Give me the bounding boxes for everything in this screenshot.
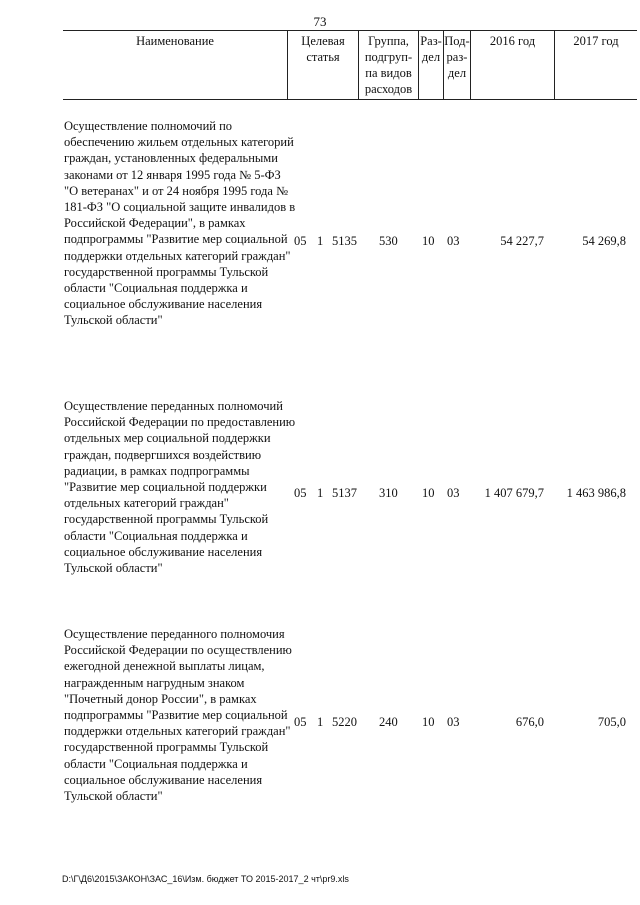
section-code: 10 [422,486,435,500]
header-subsection [443,31,470,100]
subsection-code: 03 [447,715,460,729]
section-code: 10 [422,715,435,729]
header-group-line1: Группа, [368,34,409,48]
header-section [418,31,443,100]
header-subsection-line1: Под- [444,34,470,48]
target-code-c: 5135 [332,234,357,248]
header-target-line1: Целевая [301,34,345,48]
amount-2017: 1 463 986,8 [566,486,626,500]
group-code: 240 [379,715,398,729]
file-path-footer: D:\Г\Д6\2015\ЗАКОН\ЗАС_16\Изм. бюджет ТО 2015-2017_2 чт\pr9.xls [62,874,349,884]
header-subsection-line3: дел [447,66,467,80]
amount-2017: 54 269,8 [582,234,626,248]
header-target [287,31,358,100]
row-description: Осуществление переданных полномочий Российской Федерации по предоставлению отдельных мер социальной поддержки граждан, подвергшихся воздействию радиации, в рамках подпрограммы "Развитие мер социальной поддержки отдельных категорий граждан" государственной программы Тульской области "Социальная поддержка и социальное обслуживание населения Тульской области" [64,399,296,576]
header-section-line1: Раз- [420,34,442,48]
row-description: Осуществление полномочий по обеспечению жильем отдельных категорий граждан, установленных федеральными законами от 12 января 1995 года № 5-ФЗ "О ветеранах" и от 24 ноября 1995 года № 181-ФЗ "О социальной защите инвалидов в Российской Федерации", в рамках подпрограммы "Развитие мер социальной поддержки отдельных категорий граждан" государственной программы Тульской области "Социальная поддержка и социальное обслуживание населения Тульской области" [64,119,296,328]
header-group-line2: подгруп- [364,50,413,64]
header-target-line2: статья [306,50,340,64]
target-code-a: 05 [294,715,307,729]
subsection-code: 03 [447,486,460,500]
subsection-code: 03 [447,234,460,248]
header-group-line4: расходов [364,82,413,96]
header-group-line3: па видов [365,66,412,80]
target-code-c: 5137 [332,486,357,500]
header-name [63,31,287,100]
table-header [63,30,637,100]
group-code: 530 [379,234,398,248]
header-year-2017 [554,31,637,100]
header-year2-label: 2017 год [573,34,619,48]
target-code-a: 05 [294,234,307,248]
group-code: 310 [379,486,398,500]
section-code: 10 [422,234,435,248]
amount-2017: 705,0 [597,715,626,729]
target-code-b: 1 [317,234,324,248]
page-number: 73 [313,14,327,29]
amount-2016: 54 227,7 [500,234,544,248]
header-year1-label: 2016 год [489,34,536,48]
header-name-label: Наименование [136,34,214,48]
amount-2016: 676,0 [515,715,544,729]
amount-2016: 1 407 679,7 [484,486,544,500]
row-description: Осуществление переданного полномочия Российской Федерации по осуществлению ежегодной денежной выплаты лицам, награжденным нагрудным знаком "Почетный донор России", в рамках подпрограммы "Развитие мер социальной поддержки отдельных категорий граждан" государственной программы Тульской области "Социальная поддержка и социальное обслуживание населения Тульской области" [64,627,292,804]
target-code-b: 1 [317,486,324,500]
target-code-c: 5220 [332,715,357,729]
target-code-a: 05 [294,486,307,500]
header-section-line2: дел [421,50,441,64]
header-group [358,31,418,100]
header-year-2016 [470,31,554,100]
header-subsection-line2: раз- [446,50,468,64]
target-code-b: 1 [317,715,324,729]
